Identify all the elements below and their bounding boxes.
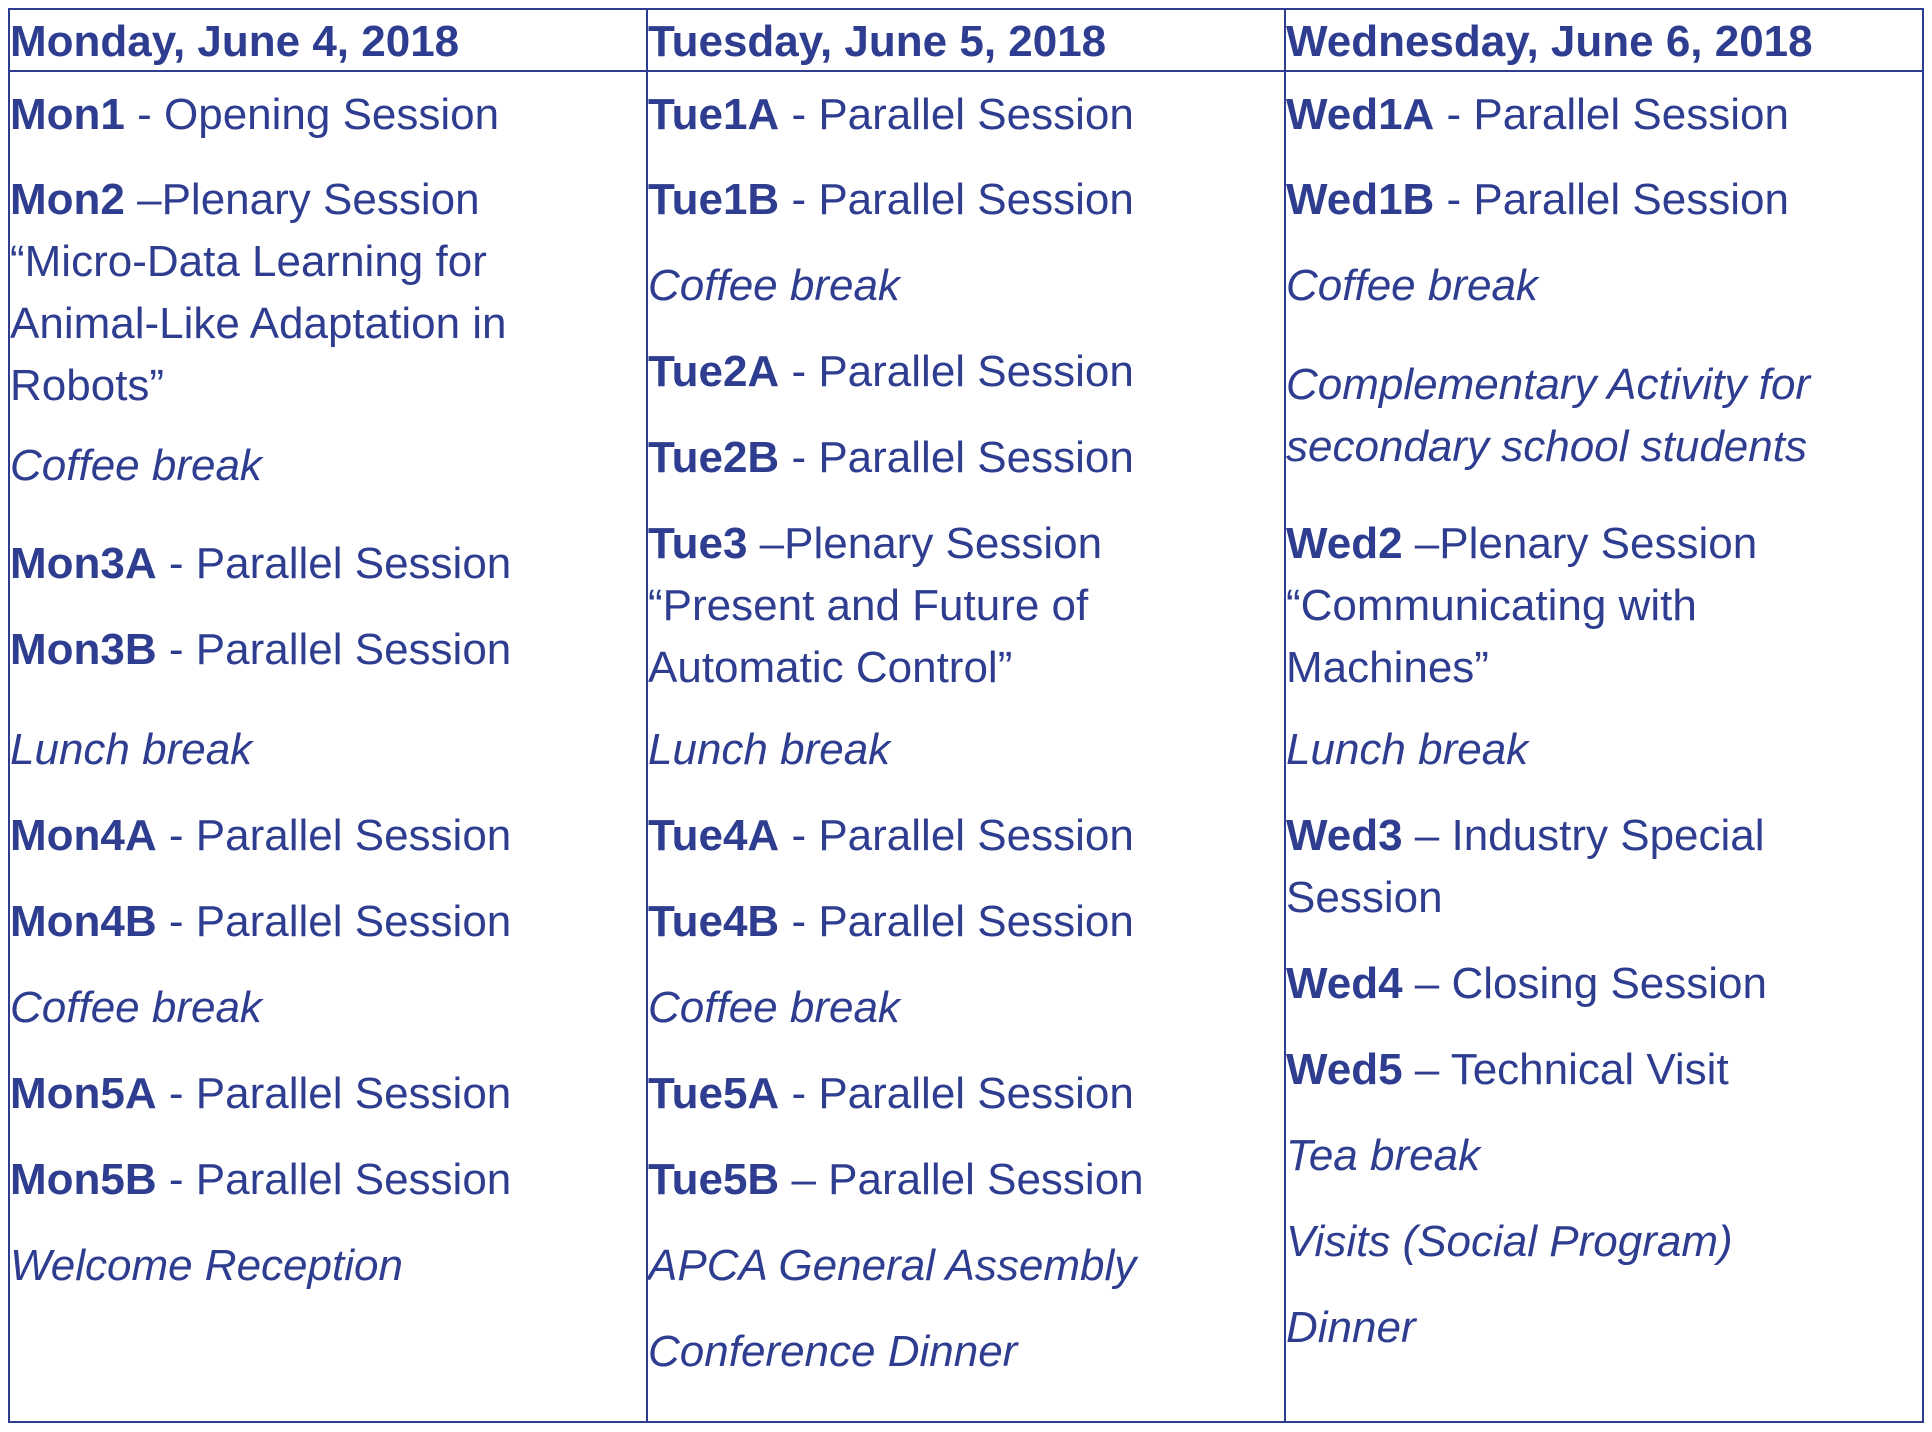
monday-header: Monday, June 4, 2018 bbox=[10, 17, 460, 66]
session-item bbox=[648, 427, 1134, 488]
session-code: Tue4B bbox=[648, 897, 780, 946]
item-text: - Parallel Session bbox=[779, 897, 1134, 946]
session-code: Wed5 bbox=[1286, 1045, 1403, 1094]
session-code: Mon4B bbox=[10, 897, 157, 946]
schedule-item bbox=[648, 637, 1012, 698]
schedule-item bbox=[648, 255, 900, 316]
session-item bbox=[648, 513, 1102, 574]
schedule-item bbox=[648, 575, 1088, 636]
item-text: - Parallel Session bbox=[156, 1069, 512, 1118]
session-item bbox=[648, 341, 1134, 402]
item-text: –Plenary Session bbox=[1402, 519, 1758, 568]
item-text: - Opening Session bbox=[124, 90, 500, 139]
item-text: Visits (Social Program) bbox=[1286, 1217, 1733, 1266]
schedule-item bbox=[1286, 354, 1810, 415]
session-item bbox=[1286, 84, 1789, 145]
schedule-item bbox=[10, 293, 507, 354]
item-text: Robots” bbox=[10, 361, 165, 410]
item-text: - Parallel Session bbox=[156, 625, 512, 674]
header-divider bbox=[10, 70, 1922, 72]
item-text: Automatic Control” bbox=[648, 643, 1013, 692]
item-text: - Parallel Session bbox=[779, 175, 1134, 224]
session-code: Mon3B bbox=[10, 625, 157, 674]
session-code: Mon5A bbox=[10, 1069, 157, 1118]
schedule-item bbox=[1286, 575, 1697, 636]
item-text: “Communicating with bbox=[1286, 581, 1697, 630]
item-text: - Parallel Session bbox=[156, 539, 512, 588]
session-code: Tue3 bbox=[648, 519, 748, 568]
session-item bbox=[10, 891, 511, 952]
session-item bbox=[648, 1063, 1134, 1124]
session-item bbox=[10, 169, 480, 230]
session-code: Tue5B bbox=[648, 1155, 780, 1204]
schedule-item bbox=[1286, 867, 1443, 928]
item-text: – Industry Special bbox=[1402, 811, 1765, 860]
item-text: Dinner bbox=[1286, 1303, 1416, 1352]
schedule-item bbox=[1286, 637, 1489, 698]
session-code: Wed3 bbox=[1286, 811, 1403, 860]
schedule-item bbox=[1286, 255, 1538, 316]
session-item bbox=[10, 1063, 511, 1124]
session-item bbox=[1286, 513, 1757, 574]
session-item bbox=[10, 84, 499, 145]
item-text: - Parallel Session bbox=[1434, 90, 1789, 139]
wednesday-header: Wednesday, June 6, 2018 bbox=[1286, 17, 1813, 66]
session-code: Wed1A bbox=[1286, 90, 1435, 139]
item-text: –Plenary Session bbox=[747, 519, 1103, 568]
session-code: Tue2A bbox=[648, 347, 780, 396]
item-text: Coffee break bbox=[648, 261, 900, 310]
session-code: Tue2B bbox=[648, 433, 780, 482]
item-text: Coffee break bbox=[648, 983, 900, 1032]
session-code: Tue1B bbox=[648, 175, 780, 224]
item-text: “Present and Future of bbox=[648, 581, 1089, 630]
item-text: secondary school students bbox=[1286, 422, 1807, 471]
item-text: APCA General Assembly bbox=[648, 1241, 1137, 1290]
item-text: Lunch break bbox=[648, 725, 891, 774]
item-text: –Plenary Session bbox=[124, 175, 480, 224]
schedule-table bbox=[8, 8, 1924, 1423]
item-text: - Parallel Session bbox=[156, 897, 512, 946]
item-text: Coffee break bbox=[1286, 261, 1538, 310]
session-item bbox=[1286, 805, 1765, 866]
item-text: Lunch break bbox=[10, 725, 253, 774]
item-text: - Parallel Session bbox=[779, 811, 1134, 860]
tuesday-header: Tuesday, June 5, 2018 bbox=[648, 17, 1107, 66]
item-text: Welcome Reception bbox=[10, 1241, 403, 1290]
session-item bbox=[648, 805, 1134, 866]
schedule-item bbox=[10, 355, 164, 416]
session-item bbox=[10, 619, 511, 680]
schedule-item bbox=[10, 231, 487, 292]
schedule-item bbox=[10, 435, 262, 496]
session-item bbox=[648, 169, 1134, 230]
session-code: Wed4 bbox=[1286, 959, 1403, 1008]
item-text: Session bbox=[1286, 873, 1443, 922]
schedule-item bbox=[1286, 719, 1528, 780]
session-item bbox=[10, 1149, 511, 1210]
session-code: Wed1B bbox=[1286, 175, 1435, 224]
item-text: – Parallel Session bbox=[779, 1155, 1144, 1204]
session-item bbox=[648, 1149, 1144, 1210]
session-code: Tue5A bbox=[648, 1069, 780, 1118]
schedule-item bbox=[10, 977, 262, 1038]
item-text: Coffee break bbox=[10, 983, 262, 1032]
session-item bbox=[648, 84, 1134, 145]
schedule-item bbox=[1286, 1125, 1480, 1186]
item-text: Coffee break bbox=[10, 441, 262, 490]
session-code: Mon4A bbox=[10, 811, 157, 860]
session-item bbox=[1286, 1039, 1729, 1100]
item-text: – Closing Session bbox=[1402, 959, 1767, 1008]
item-text: Animal-Like Adaptation in bbox=[10, 299, 507, 348]
item-text: “Micro-Data Learning for bbox=[10, 237, 487, 286]
schedule-item bbox=[648, 1235, 1136, 1296]
schedule-item bbox=[648, 977, 900, 1038]
item-text: - Parallel Session bbox=[779, 1069, 1134, 1118]
session-code: Mon1 bbox=[10, 90, 125, 139]
session-item bbox=[1286, 953, 1767, 1014]
item-text: Complementary Activity for bbox=[1286, 360, 1811, 409]
item-text: - Parallel Session bbox=[156, 811, 512, 860]
session-code: Tue4A bbox=[648, 811, 780, 860]
session-item bbox=[10, 533, 511, 594]
item-text: Machines” bbox=[1286, 643, 1489, 692]
item-text: - Parallel Session bbox=[156, 1155, 512, 1204]
schedule-item bbox=[1286, 1211, 1733, 1272]
schedule-item bbox=[648, 1321, 1017, 1382]
item-text: - Parallel Session bbox=[779, 90, 1134, 139]
item-text: - Parallel Session bbox=[779, 433, 1134, 482]
item-text: – Technical Visit bbox=[1402, 1045, 1729, 1094]
session-code: Mon3A bbox=[10, 539, 157, 588]
item-text: Conference Dinner bbox=[648, 1327, 1018, 1376]
schedule-item bbox=[648, 719, 890, 780]
session-code: Tue1A bbox=[648, 90, 780, 139]
schedule-item bbox=[1286, 416, 1807, 477]
session-code: Mon5B bbox=[10, 1155, 157, 1204]
item-text: Tea break bbox=[1286, 1131, 1481, 1180]
session-item bbox=[10, 805, 511, 866]
schedule-item bbox=[10, 719, 252, 780]
session-code: Wed2 bbox=[1286, 519, 1403, 568]
session-code: Mon2 bbox=[10, 175, 125, 224]
session-item bbox=[648, 891, 1134, 952]
schedule-item bbox=[10, 1235, 403, 1296]
item-text: - Parallel Session bbox=[1434, 175, 1789, 224]
item-text: - Parallel Session bbox=[779, 347, 1134, 396]
schedule-item bbox=[1286, 1297, 1416, 1358]
item-text: Lunch break bbox=[1286, 725, 1529, 774]
session-item bbox=[1286, 169, 1789, 230]
